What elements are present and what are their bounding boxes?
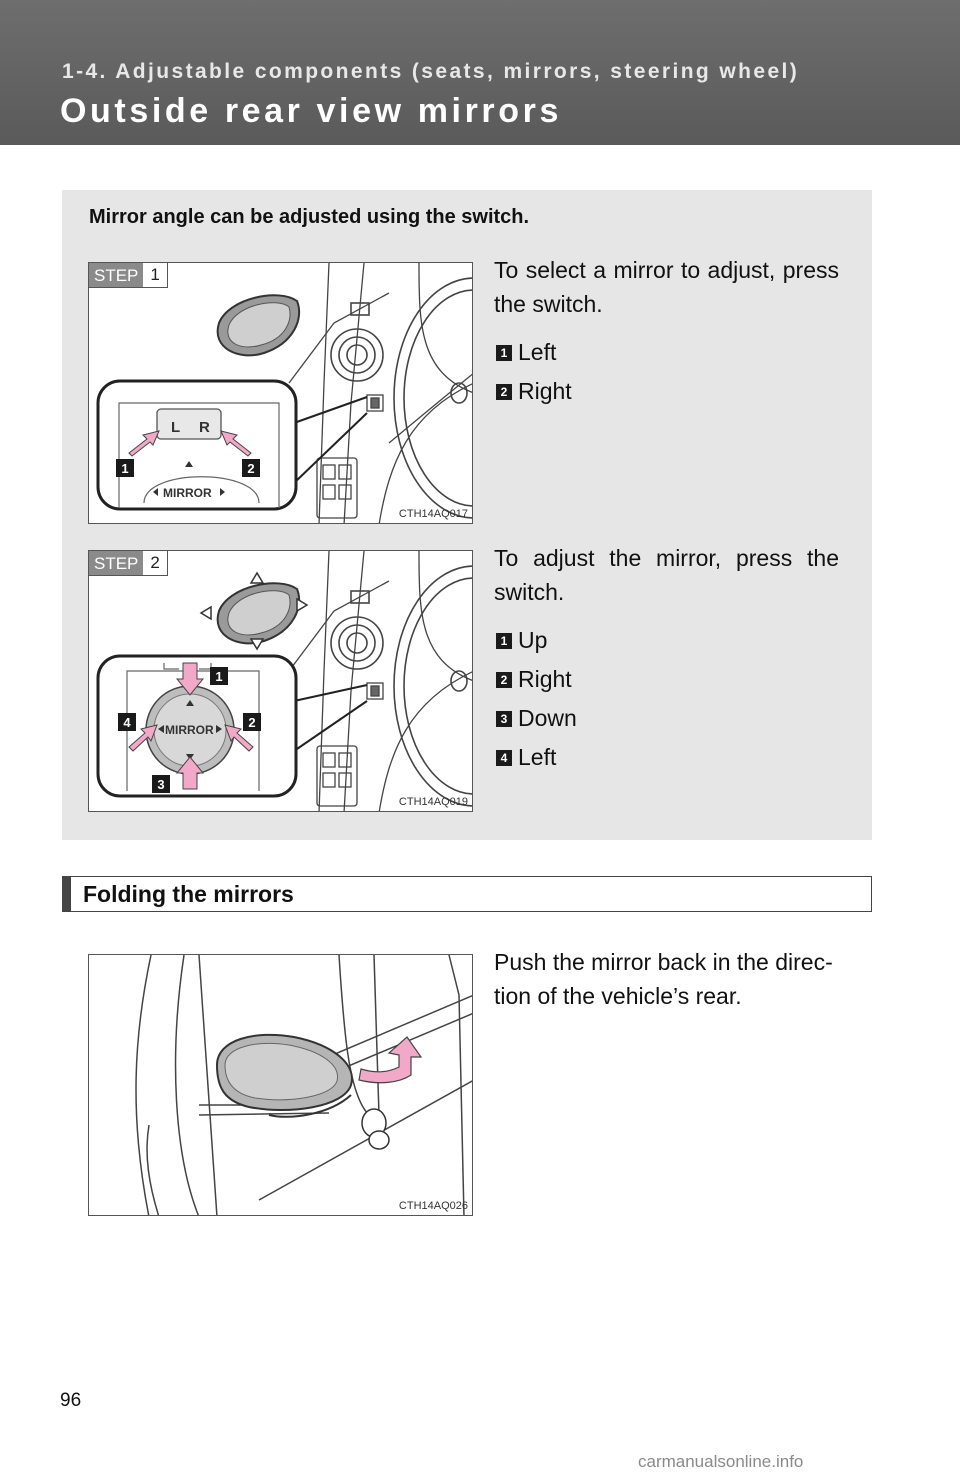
figure-code: CTH14AQ017 xyxy=(398,508,468,520)
step2-illustration xyxy=(89,551,473,812)
list-item-label: Down xyxy=(518,705,577,731)
list-item xyxy=(496,699,577,738)
callout-3: 3 xyxy=(157,777,165,792)
folding-description: Push the mirror back in the direc- tion of the vehicle’s rear. xyxy=(494,949,833,1009)
step-number: 2 xyxy=(143,551,166,575)
intro-text: Mirror angle can be adjusted using the switch. xyxy=(89,206,530,228)
number-square: 2 xyxy=(496,672,512,688)
step1-description: To select a mirror to adjust, press the switch. xyxy=(494,257,839,317)
section-marker xyxy=(63,877,71,911)
switch-label-mirror: MIRROR xyxy=(165,723,214,737)
callout-1: 1 xyxy=(215,669,223,684)
callout-4: 4 xyxy=(123,715,131,730)
list-item xyxy=(496,372,572,411)
list-item-label: Right xyxy=(518,378,572,404)
number-square: 4 xyxy=(496,750,512,766)
step1-illustration xyxy=(89,263,473,524)
list-item xyxy=(496,621,577,660)
list-item xyxy=(496,333,572,372)
folding-title: Folding the mirrors xyxy=(83,881,294,907)
callout-2: 2 xyxy=(248,715,256,730)
step-word: STEP xyxy=(89,263,143,287)
step-number: 1 xyxy=(143,263,166,287)
figure-code: CTH14AQ026 xyxy=(398,1200,468,1212)
step1-figure xyxy=(88,262,473,524)
switch-label-l: L xyxy=(171,419,181,436)
switch-label-mirror: MIRROR xyxy=(163,486,212,500)
page-title: Outside rear view mirrors xyxy=(60,92,562,130)
page-number: 96 xyxy=(60,1390,82,1411)
list-item-label: Right xyxy=(518,666,572,692)
number-square: 2 xyxy=(496,384,512,400)
step1-tag xyxy=(89,263,168,288)
switch-label-r: R xyxy=(199,419,210,436)
list-item-label: Left xyxy=(518,339,557,365)
list-item-label: Up xyxy=(518,627,548,653)
number-square: 3 xyxy=(496,711,512,727)
folding-illustration xyxy=(89,955,473,1216)
list-item-label: Left xyxy=(518,744,557,770)
callout-1: 1 xyxy=(121,461,129,476)
folding-section-header xyxy=(62,876,872,912)
step2-figure xyxy=(88,550,473,812)
number-square: 1 xyxy=(496,345,512,361)
folding-figure xyxy=(88,954,473,1216)
step2-description: To adjust the mirror, press the switch. xyxy=(494,545,839,605)
page-header xyxy=(0,0,960,145)
section-label: 1-4. Adjustable components (seats, mirrors, steering wheel) xyxy=(62,60,800,83)
watermark: carmanualsonline.info xyxy=(638,1452,804,1471)
step2-tag xyxy=(89,551,168,576)
step1-items xyxy=(496,333,572,411)
step-word: STEP xyxy=(89,551,143,575)
number-square: 1 xyxy=(496,633,512,649)
list-item xyxy=(496,660,577,699)
list-item xyxy=(496,738,577,777)
callout-2: 2 xyxy=(247,461,255,476)
figure-code: CTH14AQ019 xyxy=(398,796,468,808)
step2-items xyxy=(496,621,577,777)
